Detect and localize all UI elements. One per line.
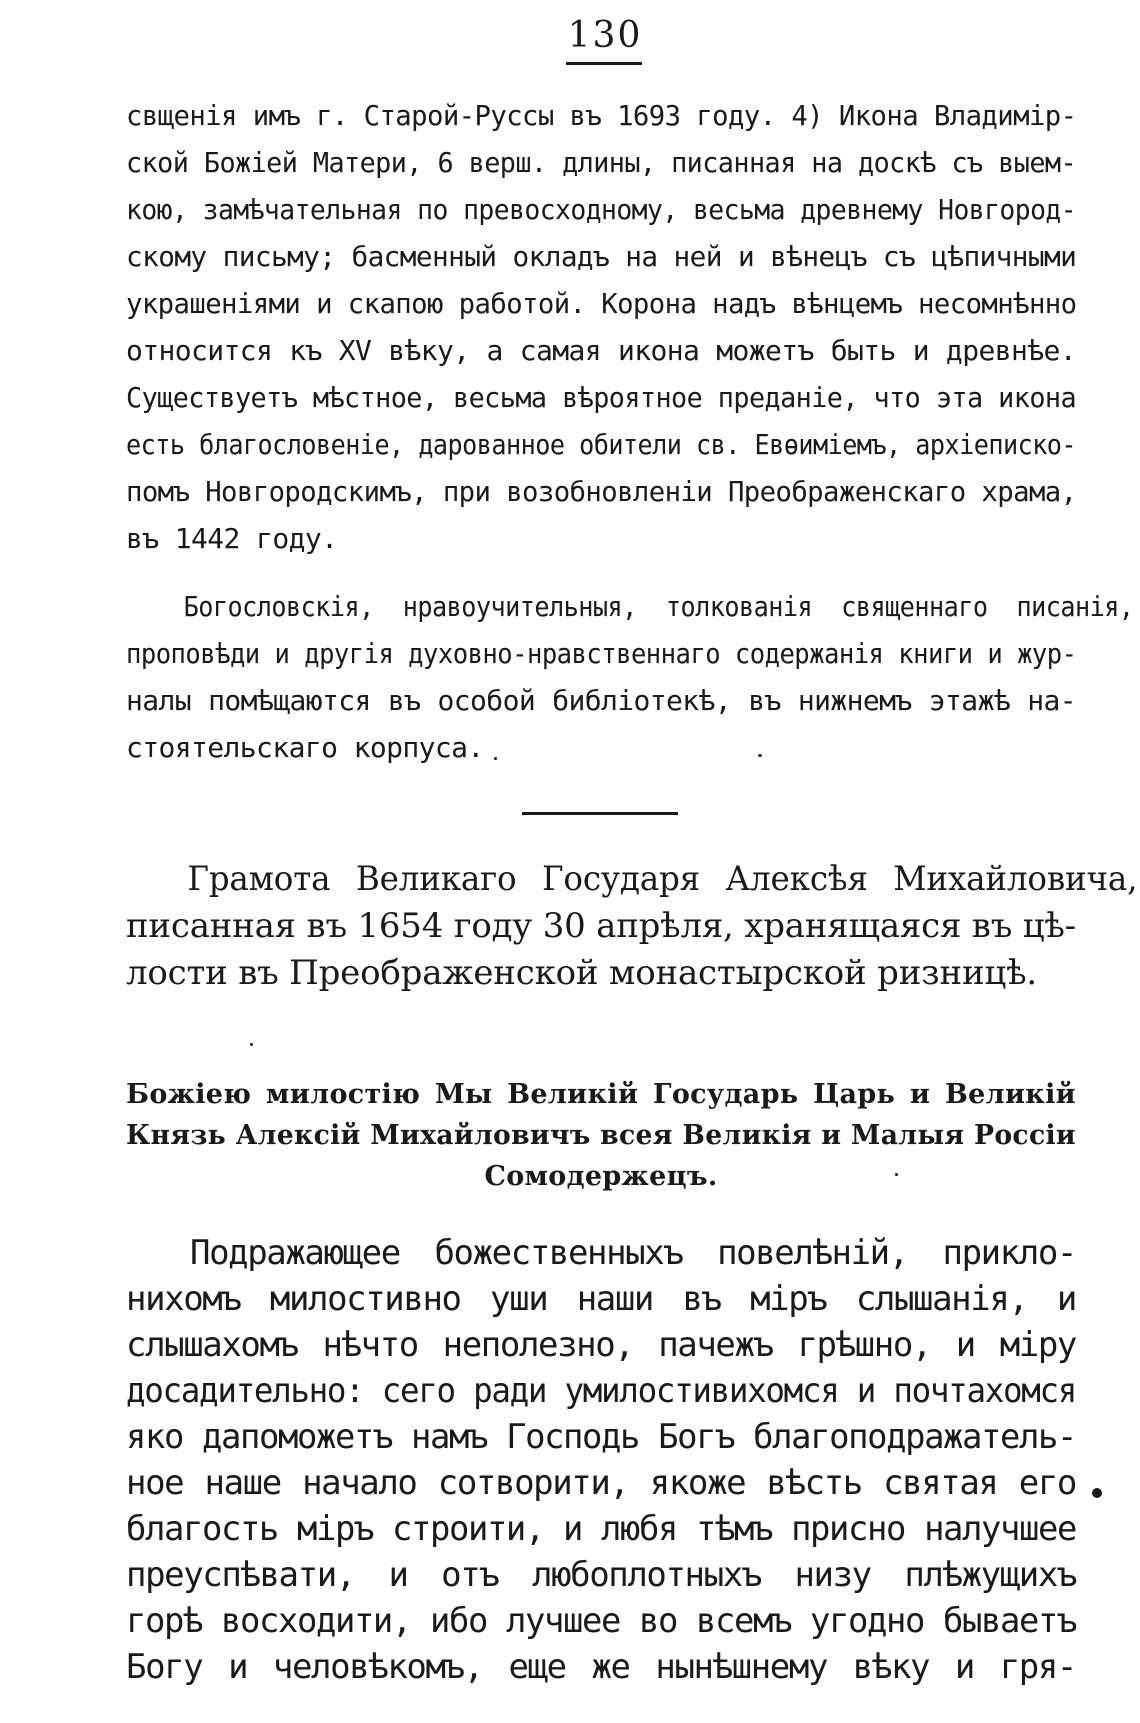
text-line: украшеніями и скапою работой. Корона надъ вѣнцемъ несомнѣнно [126,287,1077,320]
text-line: ное наше начало сотворити, якоже вѣсть святая его [126,1463,1076,1503]
charter-title-line: Сомодержецъ. [484,1161,718,1192]
text-line: налы помѣщаются въ особой библіотекѣ, въ нижнемъ этажѣ на- [126,684,1076,717]
text-line: стоятельскаго корпуса. [126,731,484,764]
charter-text [126,1230,1076,1690]
text-line: кою, замѣчательная по превосходному, весьма древнему Новгород- [126,193,1077,226]
section-divider [522,812,678,815]
heading-line: писанная въ 1654 году 30 апрѣля, хранящаяся въ цѣ- [126,906,1076,946]
ink-speck [494,757,497,760]
text-line: относится къ XV вѣку, а самая икона можетъ быть и древнѣе. [126,334,1076,367]
charter-title-line: Божіею милостію Мы Великій Государь Царь и Великій [126,1079,1076,1110]
charter-title [126,1074,1076,1197]
section-heading [126,856,1138,997]
text-line: помъ Новгородскимъ, при возобновленіи Преображенскаго храма, [126,475,1077,508]
heading-line: лости въ Преображенской монастырской ризницѣ. [126,953,1037,993]
text-line: яко дапоможетъ намъ Господь Богъ благоподражатель- [126,1417,1076,1457]
text-line: проповѣди и другія духовно-нравственнаго содержанія книги и жур- [126,637,1077,670]
text-line: Существуетъ мѣстное, весьма вѣроятное преданіе, что эта икона [126,381,1077,414]
ink-speck [1092,1488,1102,1498]
heading-line: Грамота Великаго Государя Алексѣя Михайловича, [187,859,1138,899]
page-number: 130 [567,15,643,56]
text-line: Богу и человѣкомъ, еще же нынѣшнему вѣку и гря- [126,1647,1076,1687]
ink-speck [758,754,762,757]
text-line: горѣ восходити, ибо лучшее во всемъ угодно бываетъ [126,1601,1076,1641]
text-line: Богословскія, нравоучительныя, толкованія священнаго писанія, [183,590,1134,623]
text-line: въ 1442 году. [126,522,338,555]
text-line: досадительно: сего ради умилостивихомся и почтахомся [126,1371,1077,1411]
ink-speck [895,1173,898,1176]
page-number-underline [566,62,642,65]
text-line: есть благословеніе, дарованное обители св. Евѳиміемъ, архіеписко- [126,428,1077,461]
ink-speck [250,1043,253,1046]
text-line: благость міръ строити, и любя тѣмъ присно налучшее [126,1509,1076,1549]
paragraph-icon-description [126,92,1076,562]
text-line: преуспѣвати, и отъ любоплотныхъ низу плѣжущихъ [126,1555,1076,1595]
text-line: ской Божіей Матери, 6 верш. длины, писанная на доскѣ съ выем- [126,146,1077,179]
text-line: нихомъ милостивно уши наши въ міръ слышанія, и [126,1279,1076,1319]
text-line: скому письму; басменный окладъ на ней и вѣнецъ съ цѣпичными [126,240,1077,273]
paragraph-library [126,583,1134,771]
text-line: слышахомъ нѣчто неполезно, пачежъ грѣшно, и міру [126,1325,1076,1365]
text-line: Подражающее божественныхъ повелѣній, прикло- [190,1233,1076,1273]
charter-title-line: Князь Алексій Михайловичъ всея Великія и Малыя Россіи [126,1120,1076,1151]
text-line: свщенія имъ г. Старой-Руссы въ 1693 году. 4) Икона Владимір- [126,99,1077,132]
